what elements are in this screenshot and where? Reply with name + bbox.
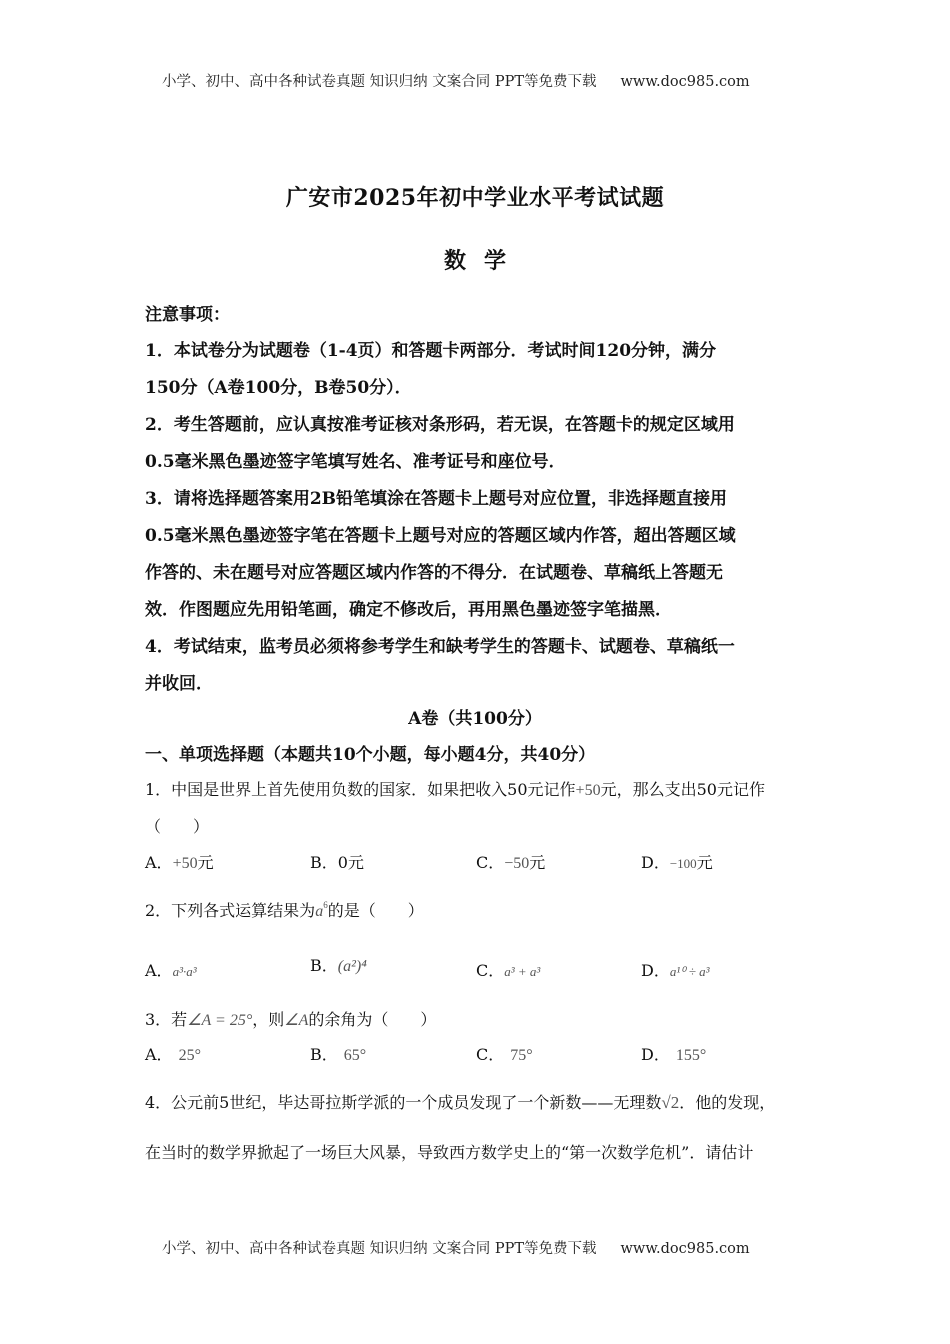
header-url[interactable]: www.doc985.com [620, 74, 750, 90]
section-a-heading: A卷（共100分） [408, 709, 542, 729]
q4-line-2: 在当时的数学界掀起了一场巨大风暴，导致西方数学史上的“第一次数学危机”．请估计 [145, 1143, 754, 1162]
q1-text-post: 元，那么支出50元记作 [600, 780, 765, 799]
q3-math-angle: ∠A = 25° [187, 1012, 253, 1029]
footer-url[interactable]: www.doc985.com [620, 1241, 750, 1257]
question-3 [145, 1007, 436, 1030]
q2-text-post: 的是（ ） [327, 901, 424, 920]
notice-line: 3．请将选择题答案用2B铅笔填涂在答题卡上题号对应位置，非选择题直接用 [145, 489, 728, 509]
q4-text: 4．公元前5世纪，毕达哥拉斯学派的一个成员发现了一个新数——无理数 [145, 1093, 662, 1112]
notice-line: 1．本试卷分为试题卷（1-4页）和答题卡两部分．考试时间120分钟，满分 [145, 341, 717, 361]
q1-option-d[interactable]: D．−100元 [641, 853, 713, 872]
q1-paren: （ ） [145, 817, 210, 836]
q2-math-exp: 6 [323, 900, 328, 910]
question-2 [145, 898, 424, 921]
q3-option-c[interactable]: C． 75° [476, 1045, 533, 1064]
q3-option-a[interactable]: A． 25° [145, 1045, 201, 1064]
footer-text: 小学、初中、高中各种试卷真题 知识归纳 文案合同 PPT等免费下载 [162, 1241, 597, 1257]
header-text: 小学、初中、高中各种试卷真题 知识归纳 文案合同 PPT等免费下载 [162, 74, 597, 90]
q2-text: 2．下列各式运算结果为 [145, 901, 316, 920]
q4-math-sqrt2: √2 [661, 1093, 680, 1112]
q3-text-mid: ，则 [252, 1010, 285, 1029]
notice-line: 0.5毫米黑色墨迹签字笔在答题卡上题号对应的答题区域内作答，超出答题区域 [145, 526, 736, 546]
q1-math: +50 [575, 782, 601, 799]
q3-option-b[interactable]: B． 65° [310, 1045, 367, 1064]
notice-heading: 注意事项： [145, 305, 230, 325]
page-footer [162, 1237, 750, 1258]
q4-text-post: ．他的发现， [679, 1093, 776, 1112]
notice-line: 并收回． [145, 674, 213, 694]
q2-option-c[interactable]: C．a³ + a³ [476, 961, 541, 980]
exam-title: 广安市2025年初中学业水平考试试题 [285, 185, 665, 211]
question-1 [145, 777, 765, 800]
notice-line: 0.5毫米黑色墨迹签字笔填写姓名、准考证号和座位号． [145, 452, 566, 472]
page-header [162, 70, 750, 91]
q2-option-a[interactable]: A．a³·a³ [145, 961, 197, 980]
question-4 [145, 1090, 775, 1113]
q3-math-angle-a: ∠A [284, 1012, 309, 1029]
q3-text-post: 的余角为（ ） [308, 1010, 437, 1029]
notice-line: 150分（A卷100分，B卷50分）． [145, 378, 412, 398]
q1-text: 1．中国是世界上首先使用负数的国家．如果把收入50元记作 [145, 780, 576, 799]
notice-line: 2．考生答题前，应认真按准考证核对条形码，若无误，在答题卡的规定区域用 [145, 415, 735, 435]
q1-option-b[interactable]: B．0元 [310, 853, 364, 872]
q1-option-a[interactable]: A．+50元 [145, 853, 214, 872]
q2-math-base: a [315, 903, 324, 920]
q3-option-d[interactable]: D． 155° [641, 1045, 707, 1064]
q2-option-b[interactable]: B．(a²)⁴ [310, 956, 367, 975]
q2-option-d[interactable]: D．a¹⁰ ÷ a³ [641, 961, 710, 980]
part1-heading: 一、单项选择题（本题共10个小题，每小题4分，共40分） [145, 745, 596, 765]
notice-line: 作答的、未在题号对应答题区域内作答的不得分．在试题卷、草稿纸上答题无 [145, 563, 723, 583]
notice-line: 4．考试结束，监考员必须将参考学生和缺考学生的答题卡、试题卷、草稿纸一 [145, 637, 735, 657]
q1-option-c[interactable]: C．−50元 [476, 853, 546, 872]
q3-text: 3．若 [145, 1010, 188, 1029]
subject-title: 数学 [443, 248, 524, 274]
notice-line: 效．作图题应先用铅笔画，确定不修改后，再用黑色墨迹签字笔描黑． [145, 600, 672, 620]
